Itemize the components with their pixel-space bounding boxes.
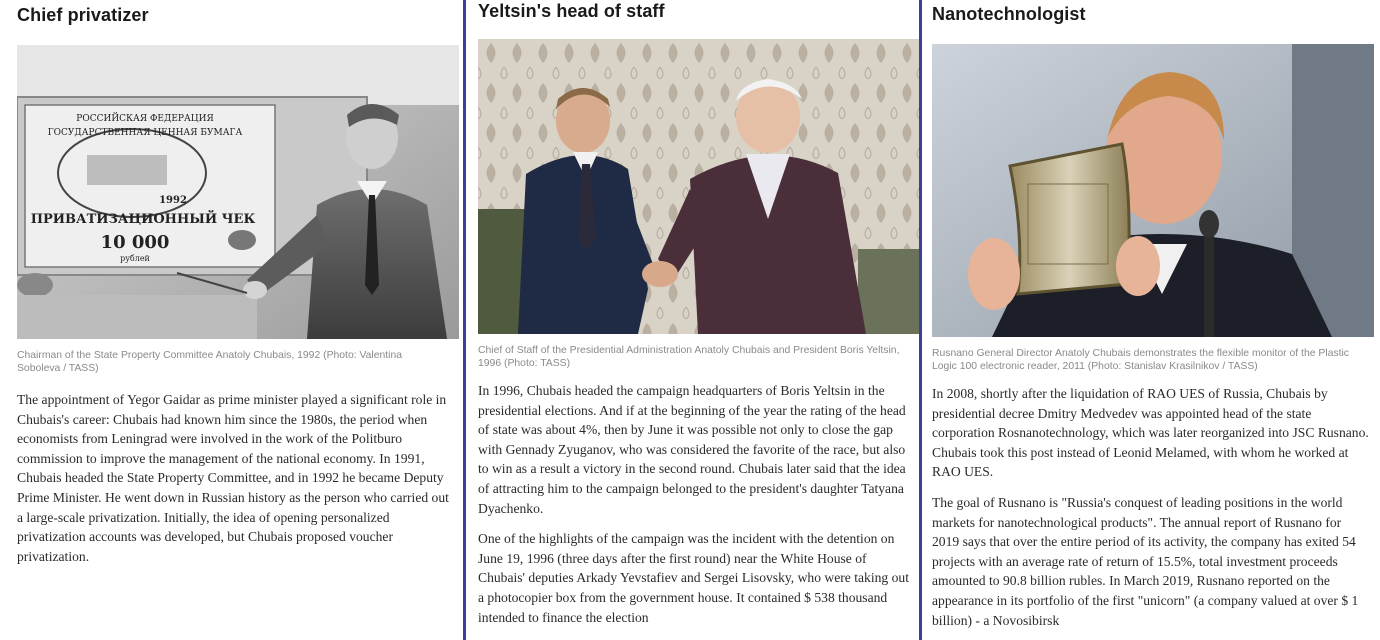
body-paragraph: The appointment of Yegor Gaidar as prime minister played a significant role in Chubais's career: Chubais had known him since the 1980s, the period when economists from Leningrad were involved in the work of the Politburo commission to improve the management of the national economy. In 1991, Chubais headed the State Property Committee, and in 1992 he became Deputy Prime Minister. He went down in Russian history as the person who carried out a large-scale privatization. Initially, the idea of opening personalized privatization accounts was developed, but Chubais proposed voucher privatization.: [17, 392, 449, 564]
photo-caption: Chairman of the State Property Committee Anatoly Chubais, 1992 (Photo: Valentina Soboleva / TASS): [17, 350, 403, 374]
body-paragraph: In 2008, shortly after the liquidation of RAO UES of Russia, Chubais by presidential decree Dmitry Medvedev was appointed head of the state corporation Rosnanotechnology, which was later reorganized into JSC Rusnano. Chubais took this post instead of Leonid Melamed, with whom he worked at RAO UES.: [932, 386, 1369, 480]
voucher-currency: рублей: [120, 254, 150, 263]
column-nanotechnologist: [922, 0, 1380, 640]
voucher-photo-illustration: [17, 45, 459, 339]
photo-caption: Chief of Staff of the Presidential Administration Anatoly Chubais and President Boris Yeltsin, 1996 (Photo: TASS): [478, 345, 900, 369]
voucher-year: 1992: [159, 195, 187, 206]
section-heading: Chief privatizer: [17, 5, 149, 25]
voucher-cheque: ПРИВАТИЗАЦИОННЫЙ ЧЕК: [30, 212, 256, 227]
monitor-photo-illustration: [932, 44, 1374, 337]
voucher-line2: ГОСУДАРСТВЕННАЯ ЦЕННАЯ БУМАГА: [47, 128, 243, 138]
photo-chubais-flexible-monitor-2011: [932, 44, 1374, 337]
section-heading: Nanotechnologist: [932, 4, 1086, 24]
body-paragraph: In 1996, Chubais headed the campaign headquarters of Boris Yeltsin in the presidential elections. And if at the beginning of the year the rating of the head of state was about 4%, then by June it was possible not only to close the gap with Gennady Zyuganov, who was considered the favorite of the race, but also to win as a result a victory in the second round. Chubais later said that the idea of attracting him to the campaign belonged to the president's daughter Tatyana Dyachenko.: [478, 383, 906, 516]
handshake-photo-illustration: [478, 39, 920, 334]
photo-chubais-yeltsin-1996: [478, 39, 920, 334]
photo-chubais-voucher-1992: [17, 45, 459, 339]
column-yeltsin-head-of-staff: [463, 0, 922, 640]
body-paragraph: One of the highlights of the campaign was the incident with the detention on June 19, 1996 (three days after the first round) near the White House of Chubais' deputies Arkady Yevstafiev and Sergei Lisovsky, who were taking out a photocopier box from the government house. It contained $ 538 thousand intended to finance the election: [478, 531, 909, 625]
photo-caption: Rusnano General Director Anatoly Chubais demonstrates the flexible monitor of the Plastic Logic 100 electronic reader, 2011 (Photo: Stanislav Krasilnikov / TASS): [932, 348, 1349, 372]
section-heading: Yeltsin's head of staff: [478, 1, 665, 21]
voucher-amount: 10 000: [100, 232, 170, 253]
voucher-line1: РОССИЙСКАЯ ФЕДЕРАЦИЯ: [76, 114, 214, 124]
column-chief-privatizer: [0, 0, 462, 640]
body-paragraph: The goal of Rusnano is "Russia's conquest of leading positions in the world markets for nanotechnological products". The annual report of Rusnano for 2019 says that over the entire period of its activity, the company has exited 54 projects with an average rate of return of 15.5%, total investment proceeds amounted to 90.8 billion rubles. In March 2019, Rusnano reported on the appearance in its portfolio of the first "unicorn" (a company valued at over $ 1 billion) - a Novosibirsk: [932, 494, 1359, 628]
